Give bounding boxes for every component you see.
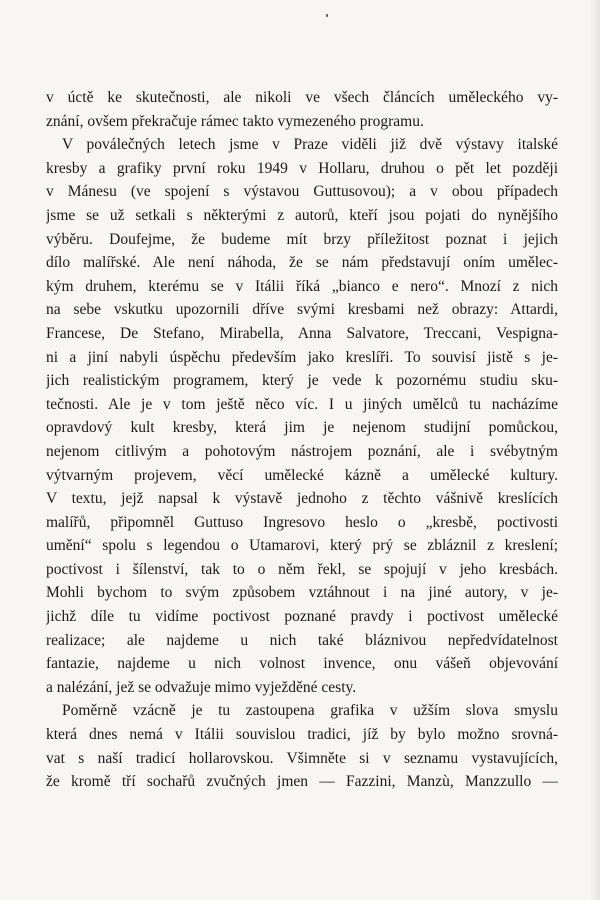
text-line: V poválečných letech jsme v Praze viděli již dvě výstavy italské — [62, 136, 558, 154]
text-line: Mohli bychom to svým způsobem vztáhnout i na jiné autory, v je- — [46, 584, 558, 602]
text-line: realizace; ale najdeme u nich také bláznivou nepředvídatelnost — [46, 631, 558, 649]
text-line: že kromě tří sochařů zvučných jmen — Fazzini, Manzù, Manzzullo — — [46, 773, 558, 791]
scan-mark — [326, 14, 328, 17]
text-line: fantazie, najdeme u nich volnost invence, onu vášeň objevování — [46, 655, 558, 673]
text-line: umění“ spolu s legendou o Utamarovi, který prý se zbláznil z kreslení; — [46, 537, 558, 555]
text-line: vat s naší tradicí hollarovskou. Všimněte si v seznamu vystavujících, — [46, 749, 558, 767]
text-line: která dnes nemá v Itálii souvislou tradici, jíž by bylo možno srovná- — [46, 726, 558, 744]
text-line: a nalézání, jež se odvažuje mimo vyježděné cesty. — [46, 678, 357, 696]
text-line: Francese, De Stefano, Mirabella, Anna Salvatore, Treccani, Vespigna- — [46, 324, 558, 342]
text-line: na sebe vskutku upozornili dříve svými kresbami než obrazy: Attardi, — [46, 301, 558, 319]
body-text — [46, 86, 558, 794]
text-line: dílo malířské. Ale není náhoda, že se nám představují oním umělec- — [46, 254, 558, 272]
text-line: nejenom citlivým a pohotovým nástrojem poznání, ale i svébytným — [46, 442, 558, 460]
text-line: jichž díle tu vidíme poctivost poznané pravdy i poctivost umělecké — [46, 608, 558, 626]
text-line: poctivost i šílenství, tak to o něm řekl, se spojují v jeho kresbách. — [46, 560, 558, 578]
text-line: v úctě ke skutečnosti, ale nikoli ve všech článcích uměleckého vy- — [46, 89, 558, 106]
text-line: malířů, připomněl Guttuso Ingresovo heslo o „kresbě, poctivosti — [46, 513, 558, 531]
text-line: opravdový kult kresby, která jim je nejenom studijní pomůckou, — [46, 419, 558, 437]
text-line: v Mánesu (ve spojení s výstavou Guttusovou); a v obou případech — [46, 183, 558, 201]
text-line: kým druhem, kterému se v Itálii říká „bianco e nero“. Mnozí z nich — [46, 277, 558, 295]
text-line: Poměrně vzácně je tu zastoupena grafika v užším slova smyslu — [62, 702, 558, 720]
text-line: ni a jiní nabyli úspěchu především jako kreslíři. To souvisí jistě s je- — [46, 348, 558, 366]
text-line: jich realistickým programem, který je vede k pozornému studiu sku- — [46, 372, 558, 390]
text-line: tečnosti. Ale je v tom ještě něco víc. I u jiných umělců tu nacházíme — [46, 395, 558, 413]
text-line: výtvarným projevem, věcí umělecké kázně a umělecké kultury. — [46, 466, 558, 484]
text-line: kresby a grafiky první roku 1949 v Hollaru, druhou o pět let později — [46, 159, 558, 177]
text-line: V textu, jejž napsal k výstavě jednoho z těchto vášnivě kreslících — [46, 490, 558, 508]
scan-edge-shadow — [590, 0, 600, 900]
text-line: jsme se už setkali s některými z autorů, kteří jsou pojati do nynějšího — [46, 206, 558, 224]
text-line: výběru. Doufejme, že budeme mít brzy příležitost poznat i jejich — [46, 230, 558, 248]
text-line: znání, ovšem překračuje rámec takto vymezeného programu. — [46, 112, 424, 130]
